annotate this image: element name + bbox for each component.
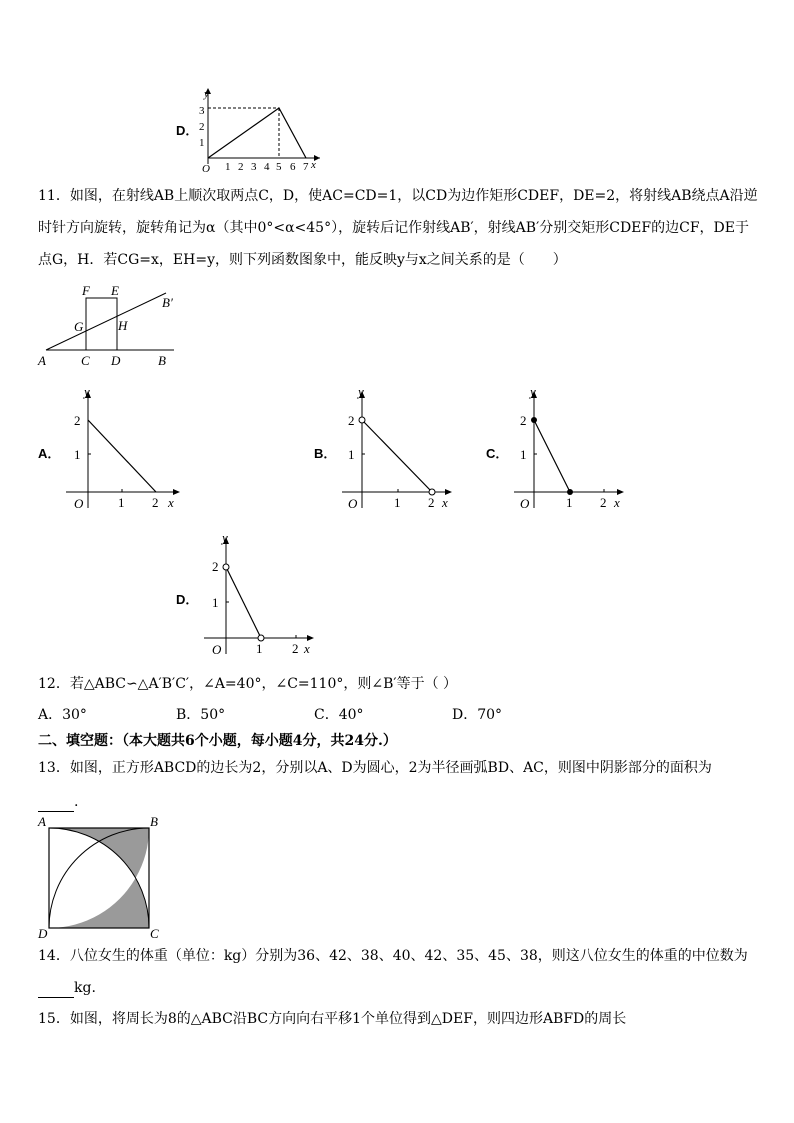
- label-d: D: [111, 353, 121, 368]
- q12-question: 12．若△ABC∽△A′B′C′，∠A=40°，∠C=110°，则∠B′等于（ ）: [38, 676, 458, 692]
- y-tick-1: 1: [520, 447, 527, 462]
- q11-option-a-graph: [60, 384, 190, 514]
- x-tick-6: 6: [290, 161, 296, 173]
- x-axis-arrow: [173, 489, 180, 495]
- q12-option-d: D．70°: [452, 707, 503, 723]
- function-graph: [208, 108, 306, 158]
- q13-answer-line: [38, 792, 78, 812]
- q10-option-d-label: D．: [176, 123, 199, 138]
- label-c: C: [81, 353, 90, 368]
- function-graph: [88, 420, 156, 492]
- y-tick-2: 2: [199, 121, 205, 133]
- open-endpoint: [223, 564, 229, 570]
- label-d: D: [38, 926, 48, 940]
- q11-option-d-label: D．: [176, 592, 199, 607]
- closed-endpoint: [531, 417, 537, 423]
- q11-line1: 11．如图，在射线AB上顺次取两点C，D，使AC=CD=1，以CD为边作矩形CDEF，DE=2，将射线AB绕点A沿逆: [38, 188, 758, 204]
- x-tick-5: 5: [276, 161, 282, 173]
- q12-option-c: C．40°: [314, 707, 364, 723]
- q11-option-c-graph: [508, 384, 638, 514]
- q11-line2: 时针方向旋转，旋转角记为α（其中0°<α<45°），旋转后记作射线AB′，射线AB′分别交矩形CDEF的边CF，DE于: [38, 220, 749, 236]
- q11-option-d-graph: [198, 530, 328, 660]
- x-axis-label: x: [168, 495, 174, 510]
- label-e: E: [111, 283, 119, 298]
- x-tick-1: 1: [394, 495, 401, 510]
- q11-option-b-label: B．: [314, 446, 337, 461]
- label-b: B: [150, 814, 158, 829]
- shaded-region-bottom: [49, 878, 149, 928]
- ray-ab-prime: [46, 293, 166, 350]
- x-tick-2: 2: [600, 495, 607, 510]
- label-g: G: [74, 319, 84, 334]
- x-axis-label: x: [311, 159, 316, 171]
- x-axis-label: x: [614, 495, 620, 510]
- y-tick-1: 1: [199, 137, 205, 149]
- y-tick-1: 1: [348, 447, 355, 462]
- q12-option-b: B．50°: [176, 707, 226, 723]
- x-tick-2: 2: [152, 495, 159, 510]
- y-tick-2: 2: [74, 413, 81, 428]
- y-axis-label: y: [84, 384, 90, 399]
- x-tick-1: 1: [566, 495, 573, 510]
- q13-period: .: [74, 794, 79, 810]
- q11-option-c-label: C．: [486, 446, 509, 461]
- q13-figure: [36, 814, 166, 940]
- q15-question: 15．如图，将周长为8的△ABC沿BC方向向右平移1个单位得到△DEF，则四边形ABFD的周长: [38, 1011, 627, 1027]
- label-a: A: [38, 814, 46, 829]
- y-tick-1: 1: [74, 447, 81, 462]
- q12-option-a: A．30°: [38, 707, 87, 723]
- y-axis-label: y: [530, 384, 536, 399]
- q11-option-a-label: A．: [38, 446, 61, 461]
- function-graph: [226, 567, 261, 638]
- q13-question: 13．如图，正方形ABCD的边长为2，分别以A、D为圆心，2为半径画弧BD、AC，则图中阴影部分的面积为: [38, 760, 712, 776]
- q13-answer-blank[interactable]: [38, 797, 74, 812]
- x-tick-2: 2: [238, 161, 244, 173]
- x-tick-1: 1: [225, 161, 231, 173]
- function-graph: [534, 420, 570, 492]
- x-tick-2: 2: [428, 495, 435, 510]
- q14-unit: kg.: [74, 980, 96, 996]
- y-tick-2: 2: [348, 413, 355, 428]
- q14-answer-line: [38, 978, 96, 998]
- origin-label: O: [74, 496, 84, 511]
- y-tick-2: 2: [212, 559, 219, 574]
- y-axis-label: y: [358, 384, 364, 399]
- y-axis-label: y: [222, 530, 228, 545]
- shaded-region-top: [49, 828, 149, 878]
- q14-answer-blank[interactable]: [38, 983, 74, 998]
- y-tick-1: 1: [212, 595, 219, 610]
- label-b-prime: B′: [162, 295, 173, 310]
- label-f: F: [82, 283, 90, 298]
- x-tick-1: 1: [118, 495, 125, 510]
- x-axis-label: x: [442, 495, 448, 510]
- origin-label: O: [212, 642, 222, 657]
- label-c: C: [150, 926, 159, 940]
- label-h: H: [118, 318, 128, 333]
- q11-figure: [34, 280, 184, 372]
- origin-label: O: [520, 496, 530, 511]
- q14-question: 14．八位女生的体重（单位：kg）分别为36、42、38、40、42、35、45、38，则这八位女生的体重的中位数为: [38, 948, 748, 964]
- y-tick-3: 3: [199, 105, 205, 117]
- x-tick-2: 2: [292, 641, 299, 656]
- q11-option-b-graph: [336, 384, 466, 514]
- x-axis-label: x: [304, 641, 310, 656]
- x-tick-4: 4: [264, 161, 270, 173]
- open-endpoint: [258, 635, 264, 641]
- closed-endpoint: [567, 489, 573, 495]
- open-endpoint: [359, 417, 365, 423]
- q10-option-d-graph: [196, 84, 326, 174]
- x-tick-7: 7: [303, 161, 309, 173]
- open-endpoint: [429, 489, 435, 495]
- y-tick-2: 2: [520, 413, 527, 428]
- section-heading: 二、填空题：（本大题共6个小题，每小题4分，共24分.）: [38, 733, 397, 749]
- x-tick-1: 1: [256, 641, 263, 656]
- label-a: A: [38, 353, 46, 368]
- label-b: B: [158, 353, 166, 368]
- origin-label: O: [202, 163, 210, 174]
- origin-label: O: [348, 496, 358, 511]
- x-tick-3: 3: [251, 161, 257, 173]
- function-graph: [362, 420, 432, 492]
- y-axis-label: y: [204, 88, 209, 100]
- q11-line3: 点G，H．若CG=x，EH=y，则下列函数图象中，能反映y与x之间关系的是（ ）: [38, 252, 567, 268]
